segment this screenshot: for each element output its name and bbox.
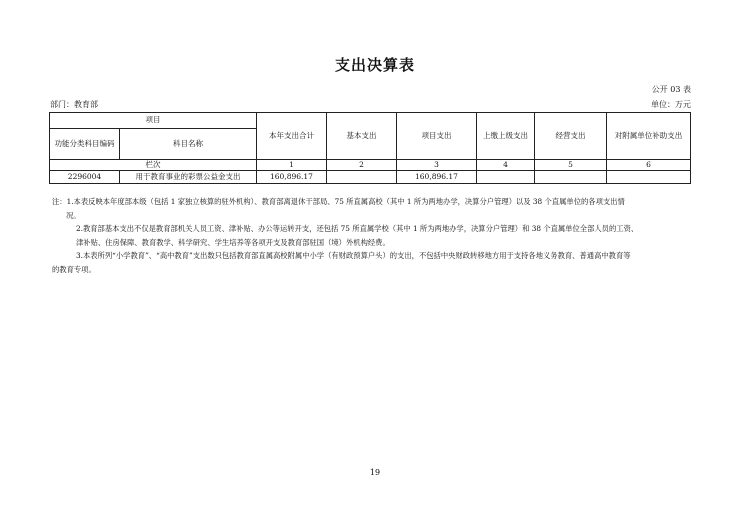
col-header-upper: 上缴上级支出 — [477, 113, 535, 160]
row-subsidiary — [607, 171, 691, 184]
col-header-total: 本年支出合计 — [257, 113, 327, 160]
row-total: 160,896.17 — [257, 171, 327, 184]
row-code: 2296004 — [50, 171, 120, 184]
index-number: 2 — [327, 160, 397, 171]
header-subject-name: 科目名称 — [120, 129, 257, 160]
note-line: 3.本表所列“小学教育”、“高中教育”支出数只包括教育部直属高校附属中小学（有财政预算户头）的支出，不包括中央财政转移地方用于支持各地义务教育、普通高中教育等 — [76, 251, 631, 260]
note-line: 的教育专项。 — [52, 264, 96, 274]
index-number: 6 — [607, 160, 691, 171]
note-line: 况。 — [66, 210, 81, 220]
unit-label: 单位：万元 — [651, 100, 691, 109]
index-number: 3 — [397, 160, 477, 171]
row-upper — [477, 171, 535, 184]
table-row — [50, 171, 691, 184]
row-business — [535, 171, 607, 184]
col-header-basic: 基本支出 — [327, 113, 397, 160]
page-number: 19 — [369, 468, 381, 477]
index-number: 5 — [535, 160, 607, 171]
row-project: 160,896.17 — [397, 171, 477, 184]
page-title: 支出决算表 — [334, 56, 415, 74]
footnotes — [52, 195, 692, 276]
note-line: 津补贴、住房保障、教育教学、科学研究、学生培养等各项开支及教育部驻国（境）外机构经费。 — [76, 237, 390, 247]
note-line: 2.教育部基本支出不仅是教育部机关人员工资、津补贴、办公等运转开支，还包括 75 所直属学校（其中 1 所为两地办学，决算分户管理）和 38 个直属单位全部人员的工资、 — [76, 224, 639, 233]
col-header-business: 经营支出 — [535, 113, 607, 160]
expenditure-table — [49, 112, 691, 184]
col-header-project: 项目支出 — [397, 113, 477, 160]
note-line: 注：1.本表反映本年度部本级（包括 1 家独立核算的驻外机构）、教育部离退休干部局、75 所直属高校（其中 1 所为两地办学，决算分户管理）以及 38 个直属单位的各项支出情 — [52, 197, 625, 206]
department-label: 部门：教育部 — [50, 100, 98, 109]
header-func-code: 功能分类科目编码 — [50, 129, 120, 160]
index-number: 4 — [477, 160, 535, 171]
index-label: 栏次 — [50, 160, 257, 171]
col-header-subsidiary: 对附属单位补助支出 — [607, 113, 691, 160]
header-project: 项目 — [50, 113, 257, 129]
form-number: 公开 03 表 — [651, 85, 691, 94]
index-number: 1 — [257, 160, 327, 171]
row-subject-name: 用于教育事业的彩票公益金支出 — [120, 171, 257, 184]
row-basic — [327, 171, 397, 184]
